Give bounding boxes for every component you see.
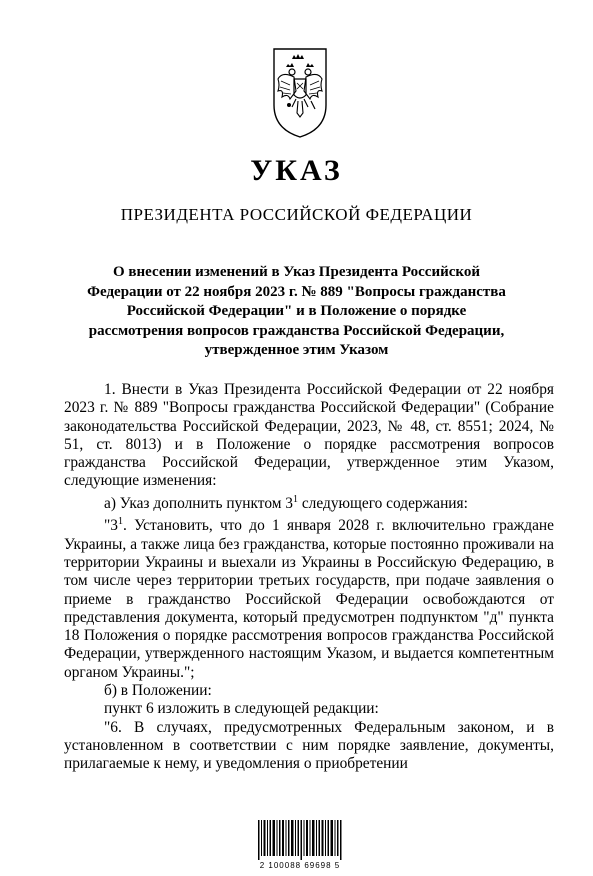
document-title: УКАЗ	[250, 154, 343, 187]
document-body	[64, 381, 554, 773]
paragraph-a	[64, 491, 554, 513]
paragraph-3-1-text-end: . Установить, что до 1 января 2028 г. включительно граждане Украины, а также лица без гражданства, которые постоянно проживали на территории Украины и выехали из Украины в Российскую Федерацию, в том числе через территории третьих государств, при подаче заявления о приеме в гражданство Российской Федерации освобождаются от представления документа, который предусмотрен подпунктом "д" пункта 18 Положения о порядке рассмотрения вопросов гражданства Российской Федерации, утвержденного настоящим Указом, и выдается компетентным органом Украины.";	[64, 517, 554, 681]
document-heading: О внесении изменений в Указ Президента Российской Федерации от 22 ноября 2023 г. № 889 "Вопросы гражданства Российской Федерации" и в Положение о порядке рассмотрения вопросов гражданства Российской Федерации, утвержденное этим Указом	[87, 264, 506, 358]
paragraph-6: "6. В случаях, предусмотренных Федеральным законом, и в установленном в соответствии с ним порядке заявление, документы, прилагаемые к нему, и уведомления о приобретении	[64, 718, 554, 773]
paragraph-a-superscript: 1	[293, 493, 298, 505]
paragraph-a-text-end: следующего содержания:	[298, 494, 468, 512]
paragraph-3-1-superscript: 1	[117, 516, 123, 528]
paragraph-point-6: пункт 6 изложить в следующей редакции:	[104, 700, 379, 718]
paragraph-3-1	[64, 513, 554, 682]
paragraph-3-1-text: "3	[104, 517, 118, 535]
paragraph-b: б) в Положении:	[104, 682, 212, 699]
paragraph-a-text: а) Указ дополнить пунктом 3	[104, 494, 293, 512]
paragraph-1: 1. Внести в Указ Президента Российской Федерации от 22 ноября 2023 г. № 889 "Вопросы гражданства Российской Федерации" (Собрание законодательства Российской Федерации, 2023, № 48, ст. 8551; 2024, № 51, ст. 8013) и в Положение о порядке рассмотрения вопросов гражданства Российской Федерации, утвержденное этим Указом, следующие изменения:	[64, 381, 554, 490]
coat-of-arms-emblem	[270, 45, 330, 141]
barcode	[258, 820, 344, 860]
document-subtitle: ПРЕЗИДЕНТА РОССИЙСКОЙ ФЕДЕРАЦИИ	[120, 205, 473, 224]
barcode-number: 2 100088 69698 5	[259, 861, 341, 870]
